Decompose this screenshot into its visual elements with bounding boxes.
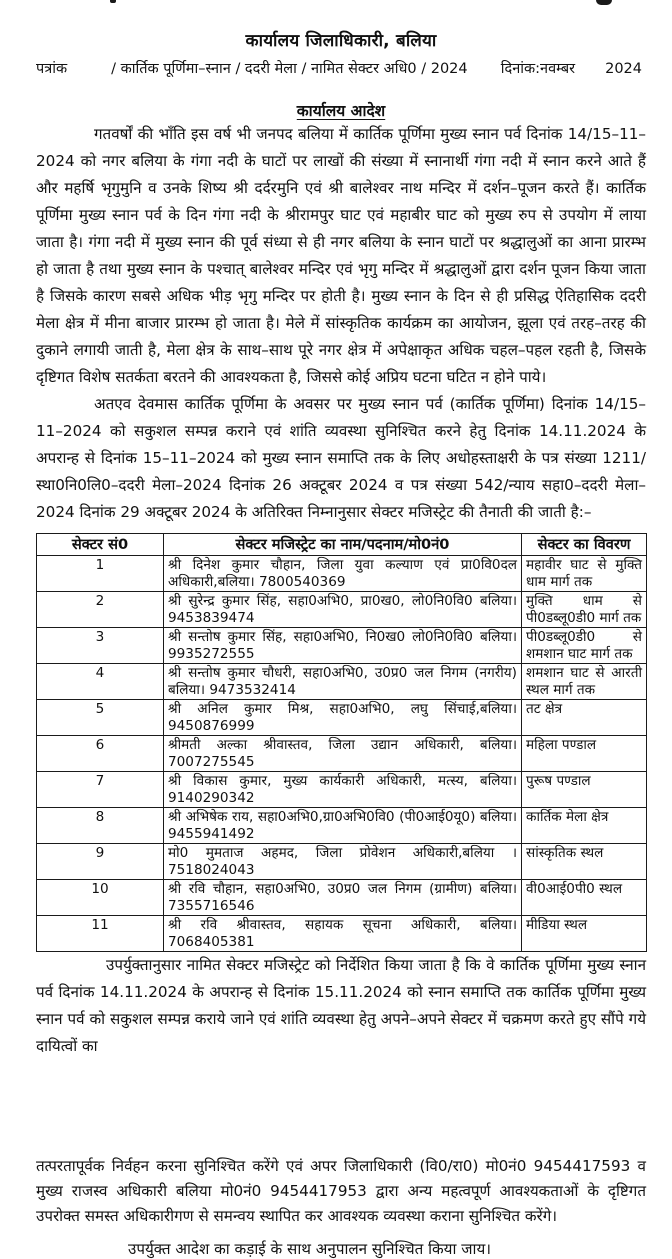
scan-artifact	[110, 0, 116, 3]
cell-magistrate-name: श्री अभिषेक राय, सहा0अभि0,ग्रा0अभि0वि0 (पी0आई0यू0) बलिया। 9455941492	[164, 808, 522, 844]
paragraph-directive: उपर्युक्तानुसार नामित सेक्टर मजिस्ट्रेट को निर्देशित किया जाता है कि वे कार्तिक पूर्णिमा मुख्य स्नान पर्व दिनांक 14.11.2024 के अपरान्ह से दिनांक 15.11.2024 को स्नान समाप्ति तक कार्तिक पूर्णिमा मुख्य स्नान पर्व को सकुशल सम्पन्न कराये जाने एवं शांति व्यवस्था हेतु अपने–अपने सेक्टर में चक्रमण करते हुए सौंपे गये दायित्वों का	[36, 956, 646, 1055]
table-row	[37, 592, 647, 628]
header-cell-sector-number: सेक्टर सं0	[37, 534, 164, 556]
cell-magistrate-name: श्री सन्तोष कुमार सिंह, सहा0अभि0, नि0ख0 लो0नि0वि0 बलिया। 9935272555	[164, 628, 522, 664]
reference-line	[36, 58, 646, 78]
cell-sector-number: 11	[37, 916, 164, 952]
table-row	[37, 736, 647, 772]
paragraph-intro: गतवर्षों की भाँति इस वर्ष भी जनपद बलिया में कार्तिक पूर्णिमा मुख्य स्नान पर्व दिनांक 14/15–11–2024 को नगर बलिया के गंगा नदी के घाटों पर लाखों की संख्या में स्नानार्थी गंगा नदी में स्नान करने आते हैं और महर्षि भृगुमुनि व उनके शिष्य श्री दर्दरमुनि एवं श्री बालेश्वर नाथ मन्दिर में दर्शन–पूजन करते हैं। कार्तिक पूर्णिमा मुख्य स्नान पर्व के दिन गंगा नदी के श्रीरामपुर घाट एवं महाबीर घाट को मुख्य रुप से उपयोग में लाया जाता है। गंगा नदी में मुख्य स्नान की पूर्व संध्या से ही नगर बलिया के स्नान घाटों पर श्रद्धालुओं का आना प्रारम्भ हो जाता है तथा मुख्य स्नान के पश्चात् बालेश्वर मन्दिर एवं भृगु मन्दिर में श्रद्धालुओं द्वारा दर्शन पूजन किया जाता है जिसके कारण सबसे अधिक भीड़ भृगु मन्दिर पर होती है। मुख्य स्नान के दिन से ही प्रसिद्ध ऐतिहासिक ददरी मेला क्षेत्र में मीना बाजार प्रारम्भ हो जाता है। मेले में सांस्कृतिक कार्यक्रम का आयोजन, झूला एवं तरह–तरह की दुकाने लगायी जाती है, मेला क्षेत्र के साथ–साथ पूरे नगर क्षेत्र में अपेक्षाकृत अधिक चहल–पहल रहती है, जिसके दृष्टिगत विशेष सतर्कता बरतने की आवश्यकता है, जिससे कोई अप्रिय घटना घटित न होने पाये।	[36, 125, 646, 386]
sector-magistrate-table	[36, 533, 647, 952]
cell-sector-description: सांस्कृतिक स्थल	[522, 844, 647, 880]
paragraph-order-basis: अतएव देवमास कार्तिक पूर्णिमा के अवसर पर मुख्य स्नान पर्व (कार्तिक पूर्णिमा) दिनांक 14/15–11–2024 को सकुशल सम्पन्न कराने एवं शांति व्यवस्था सुनिश्चित करने हेतु दिनांक 14.11.2024 के अपरान्ह से दिनांक 15–11–2024 को मुख्य स्नान समाप्ति तक के लिए अधोहस्ताक्षरी के पत्र संख्या 1211/स्था0नि0लि0–ददरी मेला–2024 दिनांक 26 अक्टूबर 2024 व पत्र संख्या 542/न्याय सहा0–ददरी मेला–2024 दिनांक 29 अक्टूबर 2024 के अतिरिक्त निम्नानुसार सेक्टर मजिस्ट्रेट की तैनाती की जाती है:–	[36, 395, 646, 521]
cell-magistrate-name: श्री विकास कुमार, मुख्य कार्यकारी अधिकारी, मत्स्य, बलिया। 9140290342	[164, 772, 522, 808]
header-cell-sector-description: सेक्टर का विवरण	[522, 534, 647, 556]
scan-artifact	[596, 0, 612, 5]
date-label: दिनांक:नवम्बर	[500, 61, 576, 77]
ref-number: / कार्तिक पूर्णिमा–स्नान / ददरी मेला / नामित सेक्टर अधि0 / 2024	[111, 61, 468, 77]
cell-sector-number: 7	[37, 772, 164, 808]
cell-sector-description: पी0डब्लू0डी0 से शमशान घाट मार्ग तक	[522, 628, 647, 664]
cell-sector-description: कार्तिक मेला क्षेत्र	[522, 808, 647, 844]
cell-sector-number: 3	[37, 628, 164, 664]
cell-sector-description: वी0आई0पी0 स्थल	[522, 880, 647, 916]
blank-gap	[36, 1060, 646, 1154]
cell-magistrate-name: श्री सन्तोष कुमार चौधरी, सहा0अभि0, उ0प्र0 जल निगम (नगरीय) बलिया। 9473532414	[164, 664, 522, 700]
order-heading: कार्यालय आदेश	[296, 102, 386, 120]
table-row	[37, 916, 647, 952]
table-row	[37, 880, 647, 916]
cell-magistrate-name: श्री सुरेन्द्र कुमार सिंह, सहा0अभि0, प्रा0ख0, लो0नि0वि0 बलिया। 9453839474	[164, 592, 522, 628]
table-row	[37, 700, 647, 736]
table-row	[37, 844, 647, 880]
office-title: कार्यालय जिलाधिकारी, बलिया	[245, 31, 437, 51]
cell-sector-number: 5	[37, 700, 164, 736]
cell-sector-number: 1	[37, 556, 164, 592]
order-heading-row	[36, 99, 646, 121]
cell-magistrate-name: श्री दिनेश कुमार चौहान, जिला युवा कल्याण एवं प्रा0वि0दल अधिकारी,बलिया। 7800540369	[164, 556, 522, 592]
ref-label: पत्रांक	[36, 61, 68, 77]
closing-line: उपर्युक्त आदेश का कड़ाई के साथ अनुपालन सुनिश्चित किया जाय।	[128, 1240, 492, 1258]
date-year: 2024	[605, 61, 642, 77]
cell-magistrate-name: मो0 मुमताज अहमद, जिला प्रोवेशन अधिकारी,बलिया ।7518024043	[164, 844, 522, 880]
table-header-row	[37, 534, 647, 556]
cell-sector-number: 4	[37, 664, 164, 700]
cell-sector-description: महावीर घाट से मुक्ति धाम मार्ग तक	[522, 556, 647, 592]
table-row	[37, 556, 647, 592]
paragraph-coordination: तत्परतापूर्वक निर्वहन करना सुनिश्चित करेंगे एवं अपर जिलाधिकारी (वि0/रा0) मो0नं0 9454417593 व मुख्य राजस्व अधिकारी बलिया मो0नं0 9454417953 द्वारा अन्य महत्वपूर्ण आवश्यकताओं के दृष्टिगत उपरोक्त समस्त अधिकारीगण से समन्वय स्थापित कर आवश्यक व्यवस्था कराना सुनिश्चित करेंगे।	[36, 1157, 646, 1225]
cell-sector-number: 9	[37, 844, 164, 880]
cell-sector-number: 6	[37, 736, 164, 772]
cell-magistrate-name: श्री रवि चौहान, सहा0अभि0, उ0प्र0 जल निगम (ग्रामीण) बलिया। 7355716546	[164, 880, 522, 916]
cell-sector-number: 8	[37, 808, 164, 844]
table-row	[37, 808, 647, 844]
cell-sector-description: मीडिया स्थल	[522, 916, 647, 952]
cell-sector-description: मुक्ति धाम से पी0डब्लू0डी0 मार्ग तक	[522, 592, 647, 628]
header-cell-magistrate-name: सेक्टर मजिस्ट्रेट का नाम/पदनाम/मो0नं0	[164, 534, 522, 556]
cell-sector-number: 2	[37, 592, 164, 628]
cell-sector-description: पुरूष पण्डाल	[522, 772, 647, 808]
cell-sector-description: तट क्षेत्र	[522, 700, 647, 736]
cell-sector-description: शमशान घाट से आरती स्थल मार्ग तक	[522, 664, 647, 700]
cell-magistrate-name: श्रीमती अल्का श्रीवास्तव, जिला उद्यान अधिकारी, बलिया। 7007275545	[164, 736, 522, 772]
cell-magistrate-name: श्री रवि श्रीवास्तव, सहायक सूचना अधिकारी, बलिया। 7068405381	[164, 916, 522, 952]
cell-magistrate-name: श्री अनिल कुमार मिश्र, सहा0अभि0, लघु सिंचाई,बलिया। 9450876999	[164, 700, 522, 736]
cell-sector-description: महिला पण्डाल	[522, 736, 647, 772]
table-row	[37, 664, 647, 700]
cell-sector-number: 10	[37, 880, 164, 916]
table-row	[37, 772, 647, 808]
table-row	[37, 628, 647, 664]
